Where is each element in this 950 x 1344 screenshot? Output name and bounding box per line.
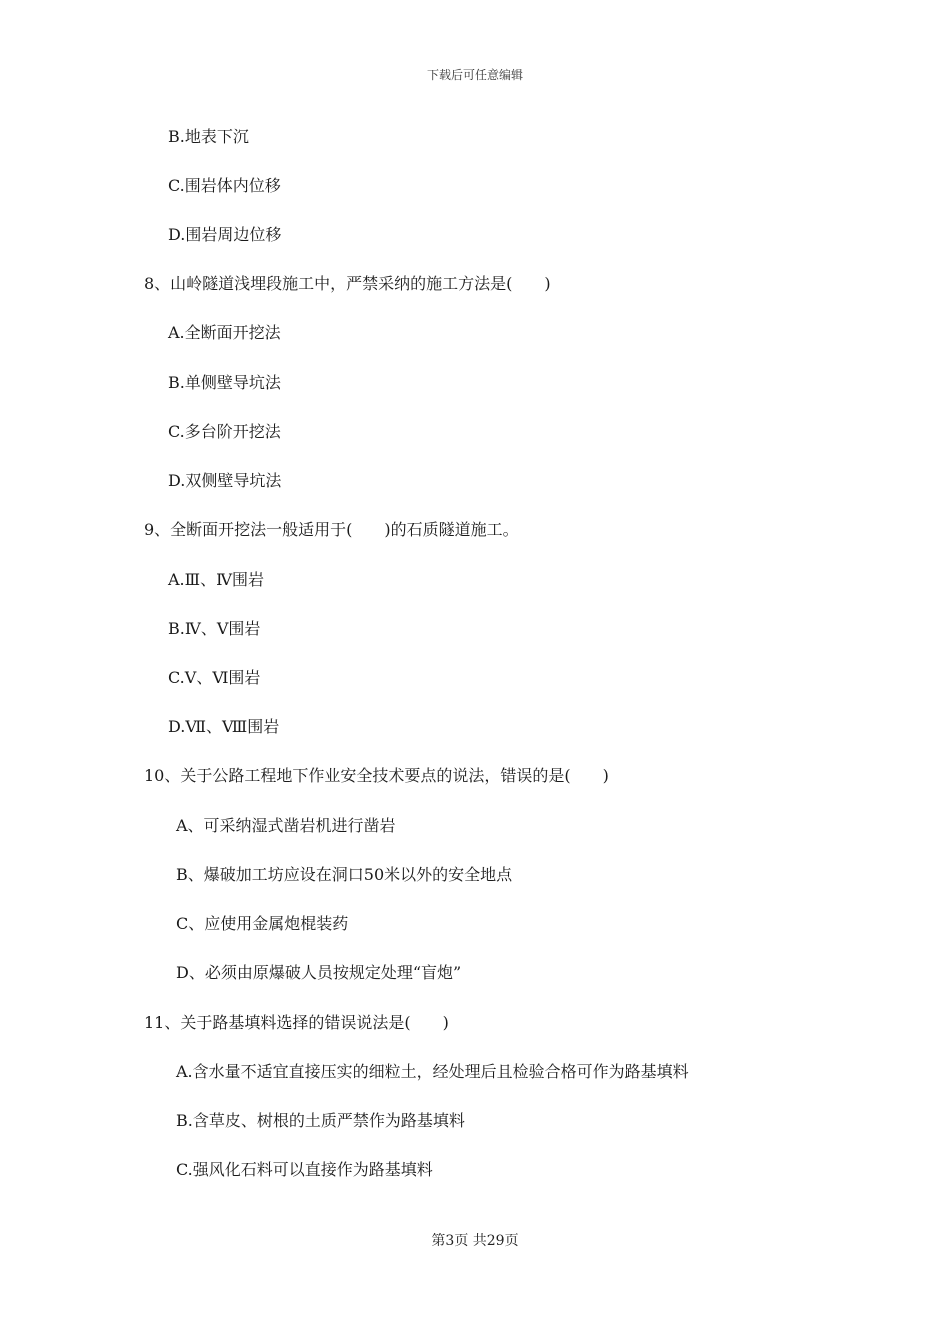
option-a-q9: A.Ⅲ、Ⅳ围岩 [168, 570, 265, 589]
question-10: 10、关于公路工程地下作业安全技术要点的说法，错误的是( ) [144, 766, 609, 785]
question-11: 11、关于路基填料选择的错误说法是( ) [144, 1013, 449, 1032]
option-b-q11: B.含草皮、树根的土质严禁作为路基填料 [176, 1111, 465, 1130]
option-c-q8: C.多台阶开挖法 [168, 422, 281, 441]
option-d-q10: D、必须由原爆破人员按规定处理“盲炮” [176, 963, 462, 982]
option-b-q10: B、爆破加工坊应设在洞口50米以外的安全地点 [176, 865, 513, 884]
option-d-q8: D.双侧壁导坑法 [168, 471, 282, 490]
question-9: 9、全断面开挖法一般适用于( )的石质隧道施工。 [144, 520, 519, 539]
question-8: 8、山岭隧道浅埋段施工中，严禁采纳的施工方法是( ) [144, 274, 551, 293]
option-a-q10: A、可采纳湿式凿岩机进行凿岩 [176, 816, 396, 835]
option-b-q9: B.Ⅳ、Ⅴ围岩 [168, 619, 261, 638]
option-d-q9: D.Ⅶ、Ⅷ围岩 [168, 717, 280, 736]
option-c-q9: C.Ⅴ、Ⅵ围岩 [168, 668, 261, 687]
option-a-q11: A.含水量不适宜直接压实的细粒土，经处理后且检验合格可作为路基填料 [176, 1062, 689, 1081]
option-a-q8: A.全断面开挖法 [168, 323, 281, 342]
option-b-q8: B.单侧壁导坑法 [168, 373, 281, 392]
page-number-footer: 第3页 共29页 [431, 1233, 519, 1249]
page-header-note: 下载后可任意编辑 [426, 68, 523, 82]
option-c-q7: C.围岩体内位移 [168, 176, 281, 195]
option-d-q7: D.围岩周边位移 [168, 225, 282, 244]
option-c-q11: C.强风化石料可以直接作为路基填料 [176, 1160, 433, 1179]
option-b-q7: B.地表下沉 [168, 127, 249, 146]
option-c-q10: C、应使用金属炮棍装药 [176, 914, 349, 933]
